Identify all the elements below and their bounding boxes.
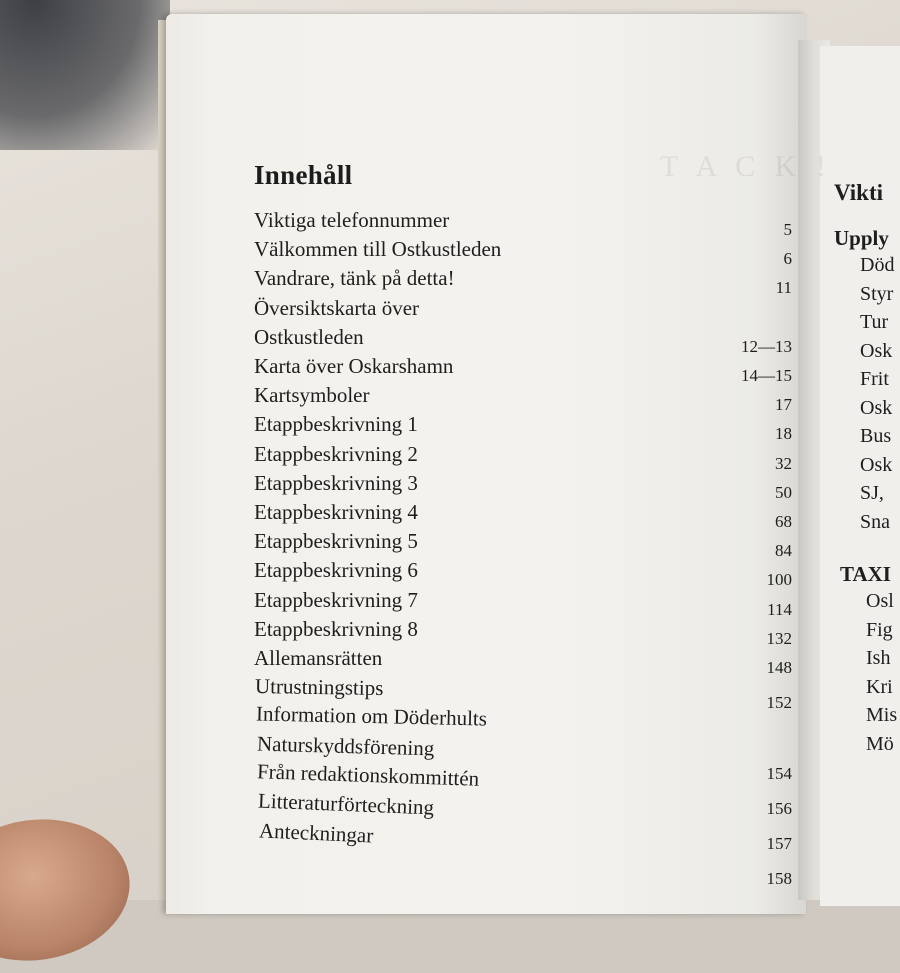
toc-entry-page: 5 <box>783 220 792 239</box>
right-page-item: Osk <box>860 453 893 476</box>
toc-entry-page: 84 <box>775 541 792 561</box>
right-page-item: SJ, <box>860 482 884 504</box>
toc-entry-page: 18 <box>775 424 792 444</box>
toc-entry-label: Information om Döderhults <box>255 701 487 731</box>
toc-entry-label: Vandrare, tänk på detta! <box>254 266 455 291</box>
toc-entry-page: 17 <box>775 395 792 415</box>
toc-entry-label: Etappbeskrivning 8 <box>254 616 418 641</box>
right-page-item: Osk <box>860 339 893 362</box>
toc-entry-page: 11 <box>775 278 792 298</box>
toc-entry-page: 68 <box>775 512 792 531</box>
section-heading: Upply <box>834 226 889 250</box>
right-page-item: Kri <box>866 675 893 698</box>
right-page-item: Styr <box>860 282 894 305</box>
toc-entry-page: 158 <box>766 869 792 889</box>
toc-entry-page: 132 <box>766 628 792 648</box>
toc-entry-page: 157 <box>766 834 792 853</box>
toc-entry-label: Etappbeskrivning 4 <box>254 500 418 524</box>
toc-entry-label: Etappbeskrivning 5 <box>254 529 418 554</box>
toc-entry-label: Naturskyddsförening <box>256 731 435 761</box>
toc-entry-label: Kartsymboler <box>254 383 370 408</box>
toc-entry-label: Viktiga telefonnummer <box>254 208 450 232</box>
right-page-title: Vikti <box>834 180 883 205</box>
right-page-item: Osk <box>860 396 893 419</box>
toc-entry-page: 156 <box>766 798 792 818</box>
toc-entry-label: Etappbeskrivning 3 <box>254 470 418 495</box>
toc-entry-label: Allemansrätten <box>254 646 383 670</box>
toc-entry-label: Etappbeskrivning 1 <box>254 412 418 437</box>
right-page-item: Sna <box>860 510 890 533</box>
toc-entry-page: 152 <box>766 693 792 713</box>
right-page-item: Mö <box>866 732 894 755</box>
toc-entry-label: Från redaktionskommittén <box>257 759 480 791</box>
right-page-item: Död <box>860 254 895 276</box>
toc-entry-label: Litteraturförteckning <box>257 788 435 820</box>
bleed-through-heading: T A C K ! <box>660 150 832 183</box>
toc-entry-label: Etappbeskrivning 6 <box>254 558 418 583</box>
toc-entry-page: 14—15 <box>741 366 792 385</box>
right-page-item: Tur <box>860 311 889 333</box>
toc-entry-page: 154 <box>766 763 792 783</box>
toc-entry-page: 50 <box>775 482 792 502</box>
toc-entry-label: Etappbeskrivning 7 <box>254 587 418 612</box>
toc-entry-page: 12—13 <box>741 336 792 356</box>
toc-entry-page: 6 <box>783 249 792 269</box>
toc-entry-page: 32 <box>775 453 792 473</box>
section-heading: TAXI <box>840 562 891 586</box>
toc-entry-label: Ostkustleden <box>254 324 364 349</box>
toc-entry-label: Etappbeskrivning 2 <box>254 441 418 466</box>
toc-entry-page: 100 <box>766 570 792 590</box>
right-page-item: Frit <box>860 368 889 390</box>
toc-entry-label: Välkommen till Ostkustleden <box>254 237 502 262</box>
toc-entry-label: Utrustningstips <box>254 674 384 701</box>
right-page-item: Fig <box>866 618 893 641</box>
right-page-item: Mis <box>866 704 898 726</box>
toc-title: Innehåll <box>254 160 353 190</box>
toc-entry-page: 114 <box>767 599 792 619</box>
toc-entry-page: 148 <box>766 658 792 677</box>
right-page-item: Ish <box>866 647 891 669</box>
right-page-item: Bus <box>860 425 892 447</box>
toc-entry-label: Anteckningar <box>258 818 374 848</box>
right-page-item: Osl <box>866 590 894 612</box>
toc-entry-label: Karta över Oskarshamn <box>254 354 454 378</box>
toc-entry-label: Översiktskarta över <box>254 295 420 320</box>
